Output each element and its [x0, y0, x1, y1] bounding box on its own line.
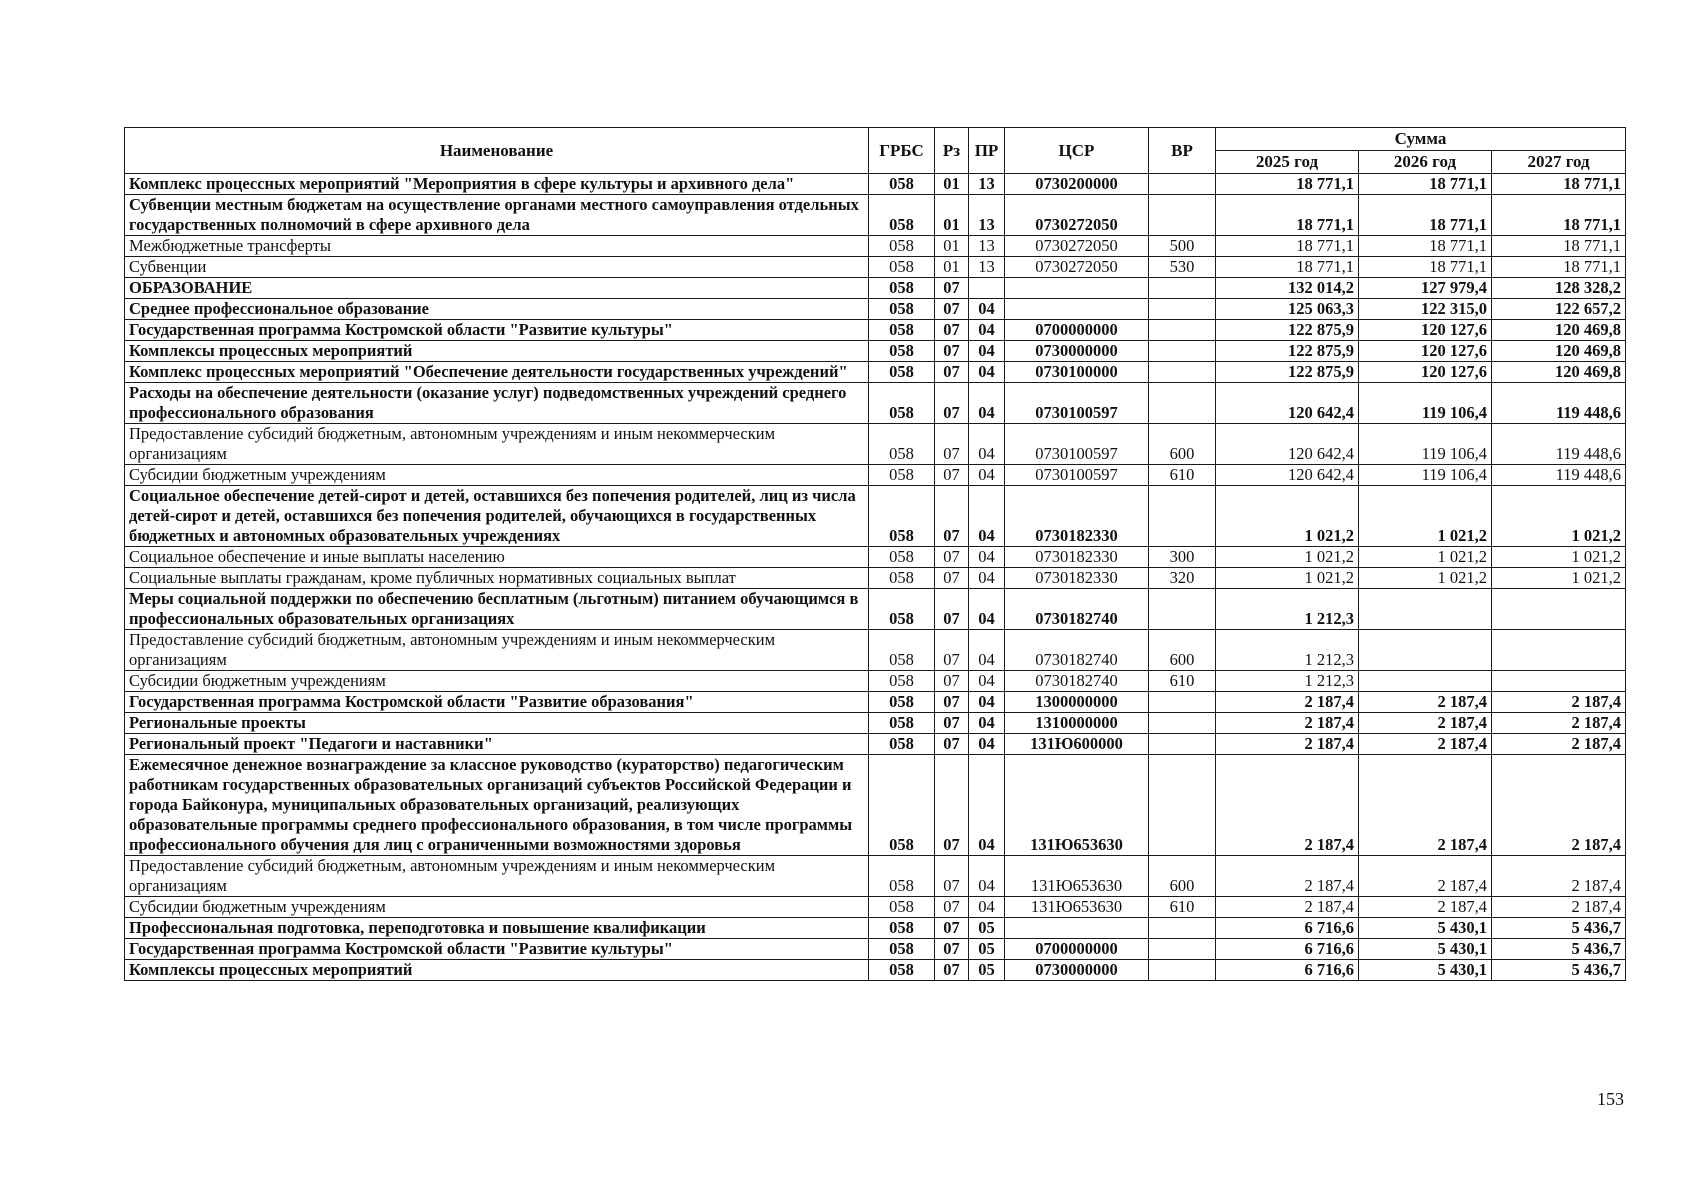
cell-rz: 07 [935, 713, 969, 734]
cell-vr [1149, 486, 1216, 547]
cell-name: Субсидии бюджетным учреждениям [125, 465, 869, 486]
cell-2026: 120 127,6 [1359, 320, 1492, 341]
cell-2025: 1 212,3 [1216, 630, 1359, 671]
cell-2026: 120 127,6 [1359, 341, 1492, 362]
table-row [125, 486, 1626, 547]
table-row [125, 671, 1626, 692]
cell-name: Комплексы процессных мероприятий [125, 341, 869, 362]
cell-2027: 18 771,1 [1492, 174, 1626, 195]
cell-2027: 18 771,1 [1492, 236, 1626, 257]
cell-grbs: 058 [869, 299, 935, 320]
cell-grbs: 058 [869, 589, 935, 630]
cell-csr [1005, 299, 1149, 320]
cell-2027: 2 187,4 [1492, 734, 1626, 755]
table-row [125, 568, 1626, 589]
table-row [125, 195, 1626, 236]
cell-csr: 131Ю653630 [1005, 755, 1149, 856]
cell-2026: 1 021,2 [1359, 547, 1492, 568]
cell-rz: 07 [935, 856, 969, 897]
cell-csr: 0730200000 [1005, 174, 1149, 195]
cell-rz: 07 [935, 960, 969, 981]
header-csr: ЦСР [1005, 128, 1149, 174]
cell-csr [1005, 918, 1149, 939]
cell-2026: 18 771,1 [1359, 236, 1492, 257]
cell-2027: 2 187,4 [1492, 897, 1626, 918]
cell-pr: 04 [969, 734, 1005, 755]
cell-vr [1149, 278, 1216, 299]
cell-grbs: 058 [869, 755, 935, 856]
cell-rz: 07 [935, 465, 969, 486]
cell-name: Государственная программа Костромской области "Развитие культуры" [125, 320, 869, 341]
table-row [125, 897, 1626, 918]
table-row [125, 383, 1626, 424]
cell-pr: 04 [969, 341, 1005, 362]
cell-grbs: 058 [869, 547, 935, 568]
cell-2025: 1 021,2 [1216, 486, 1359, 547]
cell-2026: 2 187,4 [1359, 734, 1492, 755]
cell-name: Меры социальной поддержки по обеспечению бесплатным (льготным) питанием обучающимся в профессиональных образовательных организациях [125, 589, 869, 630]
cell-rz: 07 [935, 589, 969, 630]
cell-name: Региональные проекты [125, 713, 869, 734]
cell-name: Предоставление субсидий бюджетным, автономным учреждениям и иным некоммерческим организациям [125, 630, 869, 671]
cell-2025: 6 716,6 [1216, 939, 1359, 960]
cell-pr: 04 [969, 299, 1005, 320]
cell-name: Субвенции местным бюджетам на осуществление органами местного самоуправления отдельных государственных полномочий в сфере архивного дела [125, 195, 869, 236]
table-row [125, 755, 1626, 856]
cell-vr [1149, 692, 1216, 713]
cell-2026: 18 771,1 [1359, 174, 1492, 195]
cell-name: Предоставление субсидий бюджетным, автономным учреждениям и иным некоммерческим организациям [125, 856, 869, 897]
cell-csr: 0730182740 [1005, 671, 1149, 692]
cell-name: Комплекс процессных мероприятий "Обеспечение деятельности государственных учреждений" [125, 362, 869, 383]
table-row [125, 547, 1626, 568]
header-year-2025: 2025 год [1216, 151, 1359, 174]
table-row [125, 856, 1626, 897]
cell-name: Комплексы процессных мероприятий [125, 960, 869, 981]
table-row [125, 692, 1626, 713]
cell-csr: 0730100597 [1005, 424, 1149, 465]
cell-2027 [1492, 630, 1626, 671]
cell-csr: 0730100597 [1005, 465, 1149, 486]
cell-2026: 122 315,0 [1359, 299, 1492, 320]
cell-2026: 1 021,2 [1359, 486, 1492, 547]
cell-2025: 2 187,4 [1216, 856, 1359, 897]
cell-rz: 01 [935, 174, 969, 195]
cell-vr: 610 [1149, 671, 1216, 692]
cell-2027: 119 448,6 [1492, 465, 1626, 486]
table-row [125, 362, 1626, 383]
cell-name: Социальное обеспечение и иные выплаты населению [125, 547, 869, 568]
cell-vr: 610 [1149, 897, 1216, 918]
cell-vr [1149, 755, 1216, 856]
cell-2025: 120 642,4 [1216, 383, 1359, 424]
cell-2026: 18 771,1 [1359, 195, 1492, 236]
cell-2025: 2 187,4 [1216, 897, 1359, 918]
cell-grbs: 058 [869, 568, 935, 589]
table-row [125, 713, 1626, 734]
cell-rz: 07 [935, 278, 969, 299]
cell-name: ОБРАЗОВАНИЕ [125, 278, 869, 299]
cell-pr: 04 [969, 320, 1005, 341]
cell-2026: 5 430,1 [1359, 939, 1492, 960]
cell-vr [1149, 362, 1216, 383]
cell-name: Субсидии бюджетным учреждениям [125, 671, 869, 692]
cell-2027: 1 021,2 [1492, 568, 1626, 589]
cell-name: Профессиональная подготовка, переподготовка и повышение квалификации [125, 918, 869, 939]
cell-pr: 13 [969, 257, 1005, 278]
cell-rz: 07 [935, 362, 969, 383]
cell-2025: 122 875,9 [1216, 341, 1359, 362]
cell-csr: 0730000000 [1005, 341, 1149, 362]
cell-rz: 07 [935, 755, 969, 856]
cell-rz: 07 [935, 424, 969, 465]
cell-csr: 0730100000 [1005, 362, 1149, 383]
header-name: Наименование [125, 128, 869, 174]
cell-2027: 128 328,2 [1492, 278, 1626, 299]
cell-rz: 07 [935, 299, 969, 320]
cell-2025: 1 212,3 [1216, 671, 1359, 692]
cell-2027: 122 657,2 [1492, 299, 1626, 320]
cell-pr: 04 [969, 362, 1005, 383]
cell-rz: 07 [935, 630, 969, 671]
cell-grbs: 058 [869, 918, 935, 939]
cell-pr: 13 [969, 236, 1005, 257]
cell-pr [969, 278, 1005, 299]
cell-vr: 530 [1149, 257, 1216, 278]
cell-vr: 300 [1149, 547, 1216, 568]
cell-grbs: 058 [869, 195, 935, 236]
cell-grbs: 058 [869, 424, 935, 465]
cell-2027: 5 436,7 [1492, 918, 1626, 939]
cell-rz: 07 [935, 341, 969, 362]
cell-name: Ежемесячное денежное вознаграждение за классное руководство (кураторство) педагогическим работникам государственных образовательных организаций субъектов Российской Федерации и города Байконура, муниципальных образовательных организаций, реализующих образовательные программы среднего профессионального образования, в том числе программы профессионального обучения для лиц с ограниченными возможностями здоровья [125, 755, 869, 856]
table-row [125, 960, 1626, 981]
cell-grbs: 058 [869, 939, 935, 960]
cell-rz: 07 [935, 671, 969, 692]
cell-vr: 600 [1149, 424, 1216, 465]
cell-vr: 600 [1149, 856, 1216, 897]
cell-rz: 07 [935, 734, 969, 755]
table-row [125, 236, 1626, 257]
cell-grbs: 058 [869, 362, 935, 383]
table-row [125, 939, 1626, 960]
table-row [125, 424, 1626, 465]
cell-rz: 07 [935, 568, 969, 589]
cell-2026: 2 187,4 [1359, 692, 1492, 713]
cell-2025: 6 716,6 [1216, 918, 1359, 939]
header-grbs: ГРБС [869, 128, 935, 174]
cell-2025: 6 716,6 [1216, 960, 1359, 981]
cell-grbs: 058 [869, 960, 935, 981]
cell-vr [1149, 195, 1216, 236]
cell-name: Среднее профессиональное образование [125, 299, 869, 320]
cell-grbs: 058 [869, 257, 935, 278]
cell-2026: 119 106,4 [1359, 383, 1492, 424]
cell-grbs: 058 [869, 692, 935, 713]
cell-rz: 07 [935, 897, 969, 918]
cell-grbs: 058 [869, 236, 935, 257]
cell-vr [1149, 320, 1216, 341]
cell-csr: 0730182330 [1005, 486, 1149, 547]
cell-csr: 0700000000 [1005, 939, 1149, 960]
cell-2026 [1359, 589, 1492, 630]
cell-vr: 600 [1149, 630, 1216, 671]
cell-grbs: 058 [869, 671, 935, 692]
cell-2025: 18 771,1 [1216, 195, 1359, 236]
cell-pr: 04 [969, 589, 1005, 630]
cell-vr [1149, 713, 1216, 734]
cell-csr: 0730182330 [1005, 568, 1149, 589]
cell-name: Государственная программа Костромской области "Развитие образования" [125, 692, 869, 713]
table-row [125, 341, 1626, 362]
cell-name: Социальное обеспечение детей-сирот и детей, оставшихся без попечения родителей, лиц из числа детей-сирот и детей, оставшихся без попечения родителей, обучающихся в государственных бюджетных и автономных образовательных учреждениях [125, 486, 869, 547]
cell-2026 [1359, 671, 1492, 692]
table-row [125, 299, 1626, 320]
cell-grbs: 058 [869, 383, 935, 424]
cell-pr: 04 [969, 486, 1005, 547]
cell-2025: 2 187,4 [1216, 713, 1359, 734]
cell-csr: 0730272050 [1005, 195, 1149, 236]
cell-name: Социальные выплаты гражданам, кроме публичных нормативных социальных выплат [125, 568, 869, 589]
cell-pr: 05 [969, 918, 1005, 939]
cell-grbs: 058 [869, 856, 935, 897]
cell-rz: 07 [935, 547, 969, 568]
cell-vr: 320 [1149, 568, 1216, 589]
table-row [125, 918, 1626, 939]
cell-2025: 18 771,1 [1216, 236, 1359, 257]
cell-2025: 2 187,4 [1216, 692, 1359, 713]
cell-pr: 04 [969, 713, 1005, 734]
cell-pr: 04 [969, 383, 1005, 424]
cell-2026: 119 106,4 [1359, 465, 1492, 486]
cell-2025: 132 014,2 [1216, 278, 1359, 299]
cell-rz: 01 [935, 236, 969, 257]
cell-csr: 0730182740 [1005, 589, 1149, 630]
cell-2027: 5 436,7 [1492, 939, 1626, 960]
cell-pr: 04 [969, 465, 1005, 486]
cell-2026: 127 979,4 [1359, 278, 1492, 299]
cell-vr [1149, 734, 1216, 755]
cell-rz: 07 [935, 486, 969, 547]
cell-2025: 18 771,1 [1216, 174, 1359, 195]
cell-2027: 119 448,6 [1492, 424, 1626, 465]
cell-rz: 07 [935, 939, 969, 960]
cell-csr: 131Ю653630 [1005, 856, 1149, 897]
cell-csr: 0700000000 [1005, 320, 1149, 341]
cell-2026 [1359, 630, 1492, 671]
cell-pr: 04 [969, 630, 1005, 671]
cell-pr: 04 [969, 568, 1005, 589]
cell-grbs: 058 [869, 713, 935, 734]
header-year-2027: 2027 год [1492, 151, 1626, 174]
cell-2025: 122 875,9 [1216, 320, 1359, 341]
cell-vr [1149, 589, 1216, 630]
cell-vr [1149, 939, 1216, 960]
cell-rz: 01 [935, 195, 969, 236]
cell-pr: 04 [969, 897, 1005, 918]
cell-rz: 07 [935, 692, 969, 713]
cell-csr: 0730100597 [1005, 383, 1149, 424]
header-rz: Рз [935, 128, 969, 174]
cell-2027 [1492, 671, 1626, 692]
cell-vr [1149, 383, 1216, 424]
cell-2027: 120 469,8 [1492, 320, 1626, 341]
cell-rz: 07 [935, 320, 969, 341]
table-row [125, 589, 1626, 630]
cell-2025: 1 212,3 [1216, 589, 1359, 630]
header-year-2026: 2026 год [1359, 151, 1492, 174]
cell-2025: 120 642,4 [1216, 424, 1359, 465]
table-row [125, 174, 1626, 195]
cell-pr: 05 [969, 960, 1005, 981]
cell-vr: 500 [1149, 236, 1216, 257]
page-number: 153 [1597, 1089, 1624, 1109]
table-body [125, 174, 1626, 981]
cell-2026: 2 187,4 [1359, 856, 1492, 897]
cell-name: Предоставление субсидий бюджетным, автономным учреждениям и иным некоммерческим организациям [125, 424, 869, 465]
cell-pr: 04 [969, 755, 1005, 856]
header-vr: ВР [1149, 128, 1216, 174]
cell-csr: 1300000000 [1005, 692, 1149, 713]
cell-2027: 2 187,4 [1492, 755, 1626, 856]
cell-csr: 0730272050 [1005, 257, 1149, 278]
cell-2027: 18 771,1 [1492, 195, 1626, 236]
cell-pr: 04 [969, 671, 1005, 692]
cell-2027: 5 436,7 [1492, 960, 1626, 981]
cell-name: Межбюджетные трансферты [125, 236, 869, 257]
cell-2026: 2 187,4 [1359, 755, 1492, 856]
cell-rz: 07 [935, 383, 969, 424]
cell-2026: 5 430,1 [1359, 918, 1492, 939]
cell-grbs: 058 [869, 897, 935, 918]
cell-2027: 120 469,8 [1492, 362, 1626, 383]
cell-2026: 1 021,2 [1359, 568, 1492, 589]
table-row [125, 465, 1626, 486]
cell-csr: 0730182330 [1005, 547, 1149, 568]
cell-grbs: 058 [869, 734, 935, 755]
cell-vr [1149, 341, 1216, 362]
cell-pr: 05 [969, 939, 1005, 960]
cell-grbs: 058 [869, 465, 935, 486]
cell-name: Субсидии бюджетным учреждениям [125, 897, 869, 918]
cell-rz: 01 [935, 257, 969, 278]
cell-2026: 119 106,4 [1359, 424, 1492, 465]
cell-2025: 1 021,2 [1216, 547, 1359, 568]
cell-2025: 1 021,2 [1216, 568, 1359, 589]
cell-vr: 610 [1149, 465, 1216, 486]
cell-2027: 2 187,4 [1492, 692, 1626, 713]
cell-vr [1149, 918, 1216, 939]
cell-2025: 2 187,4 [1216, 755, 1359, 856]
cell-grbs: 058 [869, 486, 935, 547]
cell-2027: 120 469,8 [1492, 341, 1626, 362]
table-row [125, 278, 1626, 299]
cell-2027: 2 187,4 [1492, 713, 1626, 734]
table-row [125, 630, 1626, 671]
cell-csr: 0730272050 [1005, 236, 1149, 257]
cell-pr: 04 [969, 424, 1005, 465]
budget-table [124, 127, 1626, 981]
cell-2027: 18 771,1 [1492, 257, 1626, 278]
cell-csr: 0730182740 [1005, 630, 1149, 671]
cell-2025: 125 063,3 [1216, 299, 1359, 320]
cell-pr: 04 [969, 692, 1005, 713]
cell-2026: 2 187,4 [1359, 713, 1492, 734]
cell-2027 [1492, 589, 1626, 630]
cell-name: Комплекс процессных мероприятий "Мероприятия в сфере культуры и архивного дела" [125, 174, 869, 195]
cell-grbs: 058 [869, 174, 935, 195]
cell-2027: 2 187,4 [1492, 856, 1626, 897]
cell-2025: 18 771,1 [1216, 257, 1359, 278]
cell-2025: 122 875,9 [1216, 362, 1359, 383]
cell-pr: 13 [969, 174, 1005, 195]
cell-grbs: 058 [869, 320, 935, 341]
cell-2027: 1 021,2 [1492, 486, 1626, 547]
cell-2026: 120 127,6 [1359, 362, 1492, 383]
table-row [125, 320, 1626, 341]
cell-csr [1005, 278, 1149, 299]
table-row [125, 734, 1626, 755]
table-header [125, 128, 1626, 174]
cell-grbs: 058 [869, 278, 935, 299]
cell-grbs: 058 [869, 630, 935, 671]
cell-name: Субвенции [125, 257, 869, 278]
cell-name: Государственная программа Костромской области "Развитие культуры" [125, 939, 869, 960]
cell-vr [1149, 174, 1216, 195]
cell-2025: 120 642,4 [1216, 465, 1359, 486]
cell-name: Расходы на обеспечение деятельности (оказание услуг) подведомственных учреждений среднего профессионального образования [125, 383, 869, 424]
cell-rz: 07 [935, 918, 969, 939]
cell-pr: 04 [969, 547, 1005, 568]
cell-vr [1149, 299, 1216, 320]
cell-csr: 131Ю600000 [1005, 734, 1149, 755]
cell-csr: 0730000000 [1005, 960, 1149, 981]
header-pr: ПР [969, 128, 1005, 174]
cell-2026: 5 430,1 [1359, 960, 1492, 981]
cell-csr: 1310000000 [1005, 713, 1149, 734]
cell-name: Региональный проект "Педагоги и наставники" [125, 734, 869, 755]
cell-2026: 2 187,4 [1359, 897, 1492, 918]
cell-2026: 18 771,1 [1359, 257, 1492, 278]
table-row [125, 257, 1626, 278]
cell-csr: 131Ю653630 [1005, 897, 1149, 918]
cell-pr: 13 [969, 195, 1005, 236]
header-sum: Сумма [1216, 128, 1626, 151]
cell-vr [1149, 960, 1216, 981]
cell-2025: 2 187,4 [1216, 734, 1359, 755]
cell-2027: 119 448,6 [1492, 383, 1626, 424]
cell-pr: 04 [969, 856, 1005, 897]
cell-2027: 1 021,2 [1492, 547, 1626, 568]
cell-grbs: 058 [869, 341, 935, 362]
